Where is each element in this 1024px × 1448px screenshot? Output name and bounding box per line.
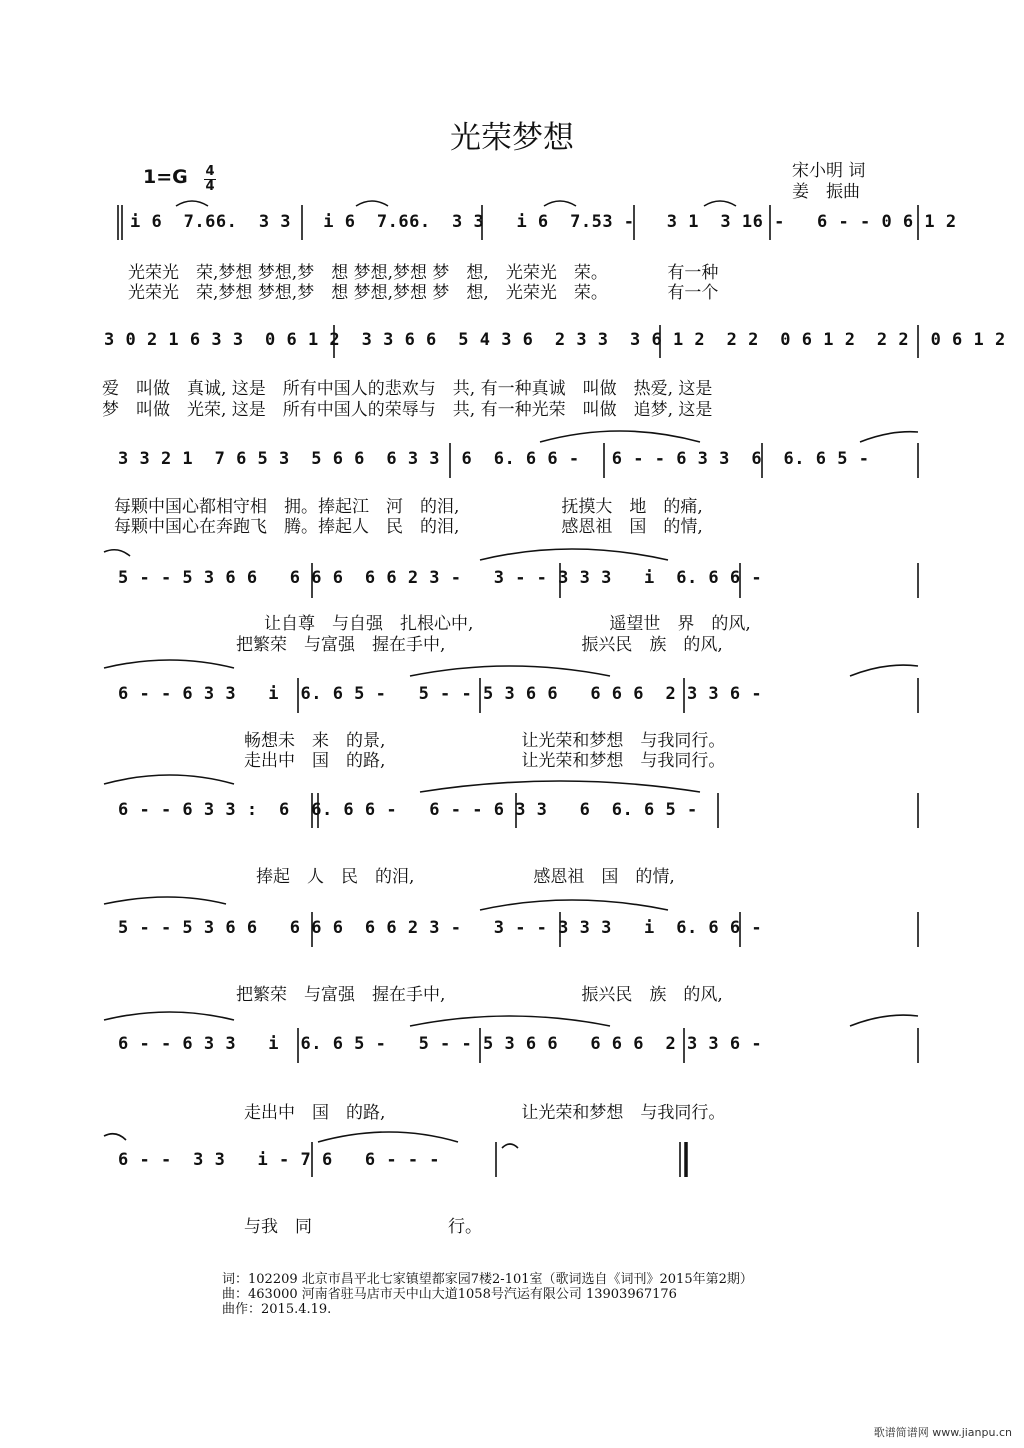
system-1-lyrics-2: 光荣光 荣,梦想 梦想,梦 想 梦想,梦想 梦 想, 光荣光 荣。 有一个 — [128, 283, 719, 303]
system-5-lyrics-2: 走出中 国 的路, 让光荣和梦想 与我同行。 — [244, 751, 726, 771]
system-4-lyrics-1: 让自尊 与自强 扎根心中, 遥望世 界 的风, — [264, 614, 751, 634]
system-8-lyrics-1: 走出中 国 的路, 让光荣和梦想 与我同行。 — [244, 1103, 726, 1123]
system-2-lyrics-2: 梦 叫做 光荣, 这是 所有中国人的荣辱与 共, 有一种光荣 叫做 追梦, 这是 — [102, 400, 713, 420]
system-7-lyrics-1: 把繁荣 与富强 握在手中, 振兴民 族 的风, — [236, 985, 723, 1005]
system-5-notes: 6 - - 6 3 3 i 6. 6 5 - 5 - - 5 3 6 6 6 6 6 2 3 3 6 - — [118, 684, 763, 704]
system-9-notes: 6 - - 3 3 i - 7 6 6 - - - — [118, 1150, 441, 1170]
watermark: 歌谱简谱网 www.jianpu.cn — [873, 1426, 1012, 1439]
system-1-lyrics-1: 光荣光 荣,梦想 梦想,梦 想 梦想,梦想 梦 想, 光荣光 荣。 有一种 — [128, 263, 719, 283]
system-3-notes: 3 3 2 1 7 6 5 3 5 6 6 6 3 3 6 6. 6 6 - 6 - - 6 3 3 6 6. 6 5 - — [118, 449, 870, 469]
footer-line-composer: 曲：463000 河南省驻马店市天中山大道1058号汽运有限公司 13903967176 — [222, 1287, 677, 1302]
system-2-notes: 3 0 2 1 6 3 3 0 6 1 2 3 3 6 6 5 4 3 6 2 3 3 3 6 1 2 2 2 0 6 1 2 2 2 0 6 1 2 — [104, 330, 1006, 350]
system-4-lyrics-2: 把繁荣 与富强 握在手中, 振兴民 族 的风, — [236, 635, 723, 655]
key-signature: 1=G — [143, 166, 188, 188]
footer-info — [222, 1272, 753, 1317]
system-6-notes: 6 - - 6 3 3 : 6 6. 6 6 - 6 - - 6 3 3 6 6. 6 5 - — [118, 800, 698, 820]
system-8-notes: 6 - - 6 3 3 i 6. 6 5 - 5 - - 5 3 6 6 6 6 6 2 3 3 6 - — [118, 1034, 763, 1054]
time-top: 4 — [205, 164, 215, 179]
system-6-lyrics-1: 捧起 人 民 的泪, 感恩祖 国 的情, — [256, 867, 675, 887]
time-bottom: 4 — [205, 179, 215, 194]
footer-line-date: 曲作：2015.4.19. — [222, 1302, 332, 1317]
composer-credit: 姜 振曲 — [792, 182, 860, 202]
system-5-lyrics-1: 畅想未 来 的景, 让光荣和梦想 与我同行。 — [244, 731, 726, 751]
system-2-lyrics-1: 爱 叫做 真诚, 这是 所有中国人的悲欢与 共, 有一种真诚 叫做 热爱, 这是 — [102, 379, 713, 399]
lyricist-credit: 宋小明 词 — [792, 161, 866, 181]
system-1-notes: i 6 7.66. 3 3 i 6 7.66. 3 3 i 6 7.53 - 3 1 3 16 - 6 - - 0 6 1 2 — [130, 212, 957, 232]
system-3-lyrics-2: 每颗中国心在奔跑飞 腾。捧起人 民 的泪, 感恩祖 国 的情, — [114, 517, 703, 537]
system-7-notes: 5 - - 5 3 6 6 6 6 6 6 6 2 3 - 3 - - 3 3 3 i 6. 6 6 - — [118, 918, 763, 938]
system-3-lyrics-1: 每颗中国心都相守相 拥。捧起江 河 的泪, 抚摸大 地 的痛, — [114, 497, 703, 517]
system-9-lyrics-1: 与我 同 行。 — [244, 1217, 482, 1237]
footer-line-lyricist: 词：102209 北京市昌平北七家镇望都家园7楼2-101室（歌词选自《词刊》2015年第2期） — [222, 1272, 753, 1287]
system-4-notes: 5 - - 5 3 6 6 6 6 6 6 6 2 3 - 3 - - 3 3 3 i 6. 6 6 - — [118, 568, 763, 588]
song-title: 光荣梦想 — [450, 120, 574, 156]
